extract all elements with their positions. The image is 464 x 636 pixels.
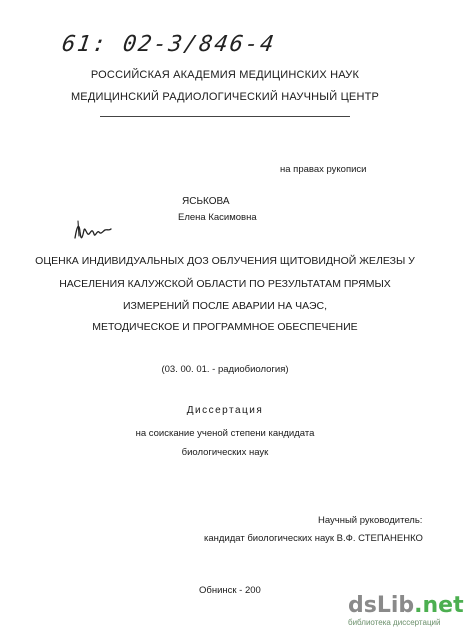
header-divider xyxy=(100,116,350,117)
handwritten-registration-number: 61: 02-3/846-4 xyxy=(60,32,278,57)
dissertation-title-line-1: ОЦЕНКА ИНДИВИДУАЛЬНЫХ ДОЗ ОБЛУЧЕНИЯ ЩИТОВИДНОЙ ЖЕЛЕЗЫ У xyxy=(35,255,415,267)
watermark-subtitle: библиотека диссертаций xyxy=(348,618,441,627)
dissertation-title-line-2: НАСЕЛЕНИЯ КАЛУЖСКОЙ ОБЛАСТИ ПО РЕЗУЛЬТАТАМ ПРЯМЫХ xyxy=(59,278,391,290)
signature-image xyxy=(72,218,114,244)
manuscript-note: на правах рукописи xyxy=(280,164,367,175)
city-year: Обнинск - 200 xyxy=(199,585,261,596)
author-surname: ЯСЬКОВА xyxy=(182,196,230,207)
organization-line-1: РОССИЙСКАЯ АКАДЕМИЯ МЕДИЦИНСКИХ НАУК xyxy=(90,69,360,81)
document-type: Диссертация xyxy=(186,405,264,416)
supervisor-name: кандидат биологических наук В.Ф. СТЕПАНЕНКО xyxy=(204,533,423,544)
watermark-logo-part1: dsLib xyxy=(348,593,415,618)
dissertation-title-line-4: МЕТОДИЧЕСКОЕ И ПРОГРАММНОЕ ОБЕСПЕЧЕНИЕ xyxy=(92,321,358,333)
watermark[interactable] xyxy=(348,593,464,633)
author-given-names: Елена Касимовна xyxy=(178,212,257,223)
watermark-logo xyxy=(348,593,464,618)
degree-line-1: на соискание ученой степени кандидата xyxy=(135,428,315,439)
dissertation-title-line-3: ИЗМЕРЕНИЙ ПОСЛЕ АВАРИИ НА ЧАЭС, xyxy=(123,300,327,312)
specialty-code: (03. 00. 01. - радиобиология) xyxy=(161,364,289,375)
watermark-logo-part2: .net xyxy=(414,593,464,618)
supervisor-label: Научный руководитель: xyxy=(318,515,423,526)
organization-line-2: МЕДИЦИНСКИЙ РАДИОЛОГИЧЕСКИЙ НАУЧНЫЙ ЦЕНТР xyxy=(70,91,380,103)
degree-line-2: биологических наук xyxy=(181,447,269,458)
